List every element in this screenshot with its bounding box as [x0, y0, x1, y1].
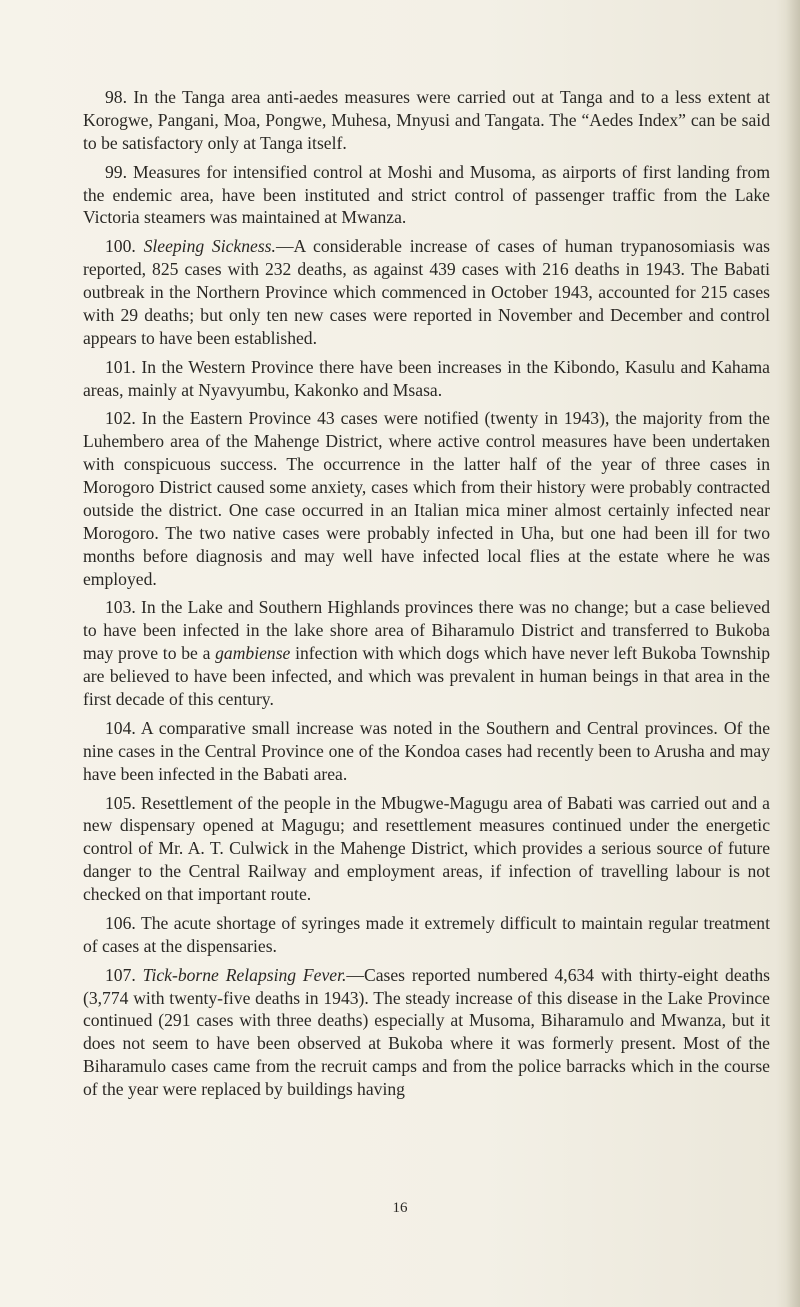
paragraph-number: 101. — [105, 356, 136, 377]
paragraph-number: 106. — [105, 912, 136, 933]
paragraph-text: —A considerable increase of cases of human trypanosomiasis was reported, 825 cases with 232 deaths, as against 439 cases with 216 deaths in 1943. The Babati outbreak in the Northern Province which commenced in October 1943, accounted for 215 cases with 29 deaths; but only ten new cases were reported in November and December and control appears to have been established. — [83, 236, 771, 348]
paragraph-106 — [83, 912, 770, 958]
body-text — [83, 86, 770, 1107]
paragraph-number: 100. — [105, 236, 136, 257]
paragraph-99 — [83, 161, 770, 230]
paragraph-101 — [83, 356, 770, 402]
paragraph-text: In the Lake and Southern Highlands provinces there was no change; but a case believed to have been infected in the lake shore area of Biharamulo District and transferred to Bukoba may prove to be a — [83, 597, 770, 664]
paragraph-text: A comparative small increase was noted in the Southern and Central provinces. Of the nine cases in the Central Province one of the Kondoa cases had recently been to Arusha and may have been infected in the Babati area. — [83, 717, 770, 784]
paragraph-number: 104. — [105, 717, 136, 738]
paragraph-text: Resettlement of the people in the Mbugwe-Magugu area of Babati was carried out and a new dispensary opened at Magugu; and resettlement measures continued under the energetic control of Mr. A. T. Culwick in the Mahenge District, which provides a serious source of future danger to the Central Railway and employment areas, if infection of travelling labour is not checked on that important route. — [83, 792, 770, 905]
paragraph-text: In the Eastern Province 43 cases were notified (twenty in 1943), the majority from the Luhembero area of the Mahenge District, where active control measures have been undertaken with conspicuous success. The occurrence in the latter half of the year of three cases in Morogoro District caused some anxiety, cases which from their history were probably contracted outside the district. One case occurred in an Italian mica miner almost certainly infected near Morogoro. The two native cases were probably infected in Uha, but one had been ill for two months before diagnosis and may well have infected local flies at the estate where he was employed. — [83, 408, 770, 589]
paragraph-98 — [83, 86, 770, 155]
page-number: 16 — [392, 1200, 408, 1216]
paragraph-text: In the Tanga area anti-aedes measures were carried out at Tanga and to a less extent at Korogwe, Pangani, Moa, Pongwe, Muhesa, Mnyusi and Tangata. The “Aedes Index” can be said to be satisfactory only at Tanga itself. — [83, 87, 770, 153]
paragraph-text — [136, 965, 143, 985]
paragraph-number: 98. — [105, 87, 127, 107]
paragraph-102 — [83, 407, 770, 590]
paragraph-number: 107. — [105, 964, 136, 985]
paragraph-number: 99. — [105, 161, 127, 182]
paragraph-107 — [83, 964, 770, 1101]
paragraph-number: 105. — [105, 792, 136, 813]
paragraph-104 — [83, 717, 770, 786]
paragraph-number: 103. — [105, 597, 136, 618]
paragraph-text: —Cases reported numbered 4,634 with thirty-eight deaths (3,774 with twenty-five deaths in 1943). The steady increase of this disease in the Lake Province continued (291 cases with three deaths) especially at Musoma, Biharamulo and Mwanza, but it does not seem to have been observed at Bukoba where it was formerly present. Most of the Biharamulo cases came from the recruit camps and from the police barracks which in the course of the year were replaced by buildings having — [83, 964, 770, 1100]
section-heading: Sleeping Sickness. — [143, 236, 276, 257]
paragraph-103 — [83, 596, 770, 711]
paragraph-105 — [83, 792, 770, 907]
paragraph-text: In the Western Province there have been increases in the Kibondo, Kasulu and Kahama areas, mainly at Nyavyumbu, Kakonko and Msasa. — [83, 356, 770, 400]
paragraph-text: infection with which dogs which have never left Bukoba Township are believed to have been infected, and which was prevalent in human beings in that area in the first decade of this century. — [83, 643, 770, 710]
paragraph-100 — [83, 235, 770, 350]
paragraph-text: Measures for intensified control at Moshi and Musoma, as airports of first landing from the endemic area, have been instituted and strict control of passenger traffic from the Lake Victoria steamers was maintained at Mwanza. — [83, 161, 770, 228]
page-edge-shadow — [786, 0, 800, 1307]
paragraph-text — [136, 236, 144, 256]
section-heading: Tick-borne Relapsing Fever. — [142, 964, 347, 985]
paragraph-number: 102. — [105, 408, 136, 429]
paragraph-text: The acute shortage of syringes made it extremely difficult to maintain regular treatment of cases at the dispensaries. — [83, 912, 770, 956]
italic-term: gambiense — [215, 643, 291, 664]
